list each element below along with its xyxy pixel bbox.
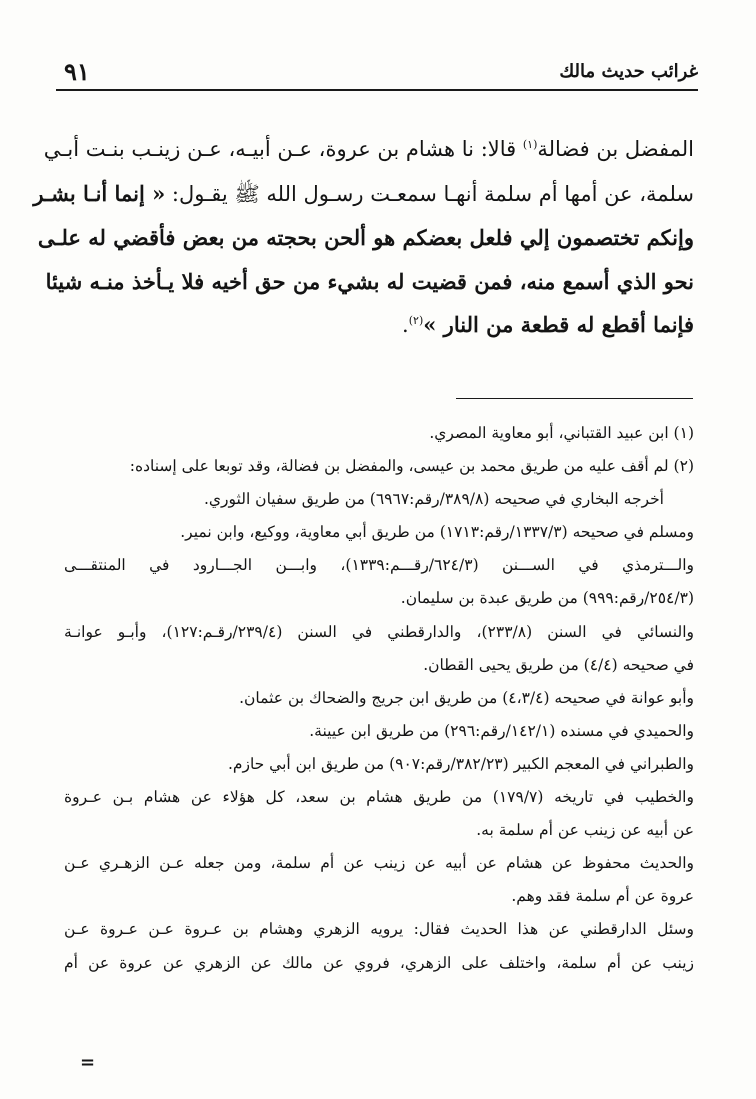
footnote-line: (١) ابن عبيد القتباني، أبو معاوية المصري.	[429, 424, 694, 442]
footnote-line: والـــترمذي في الســـنن (٦٢٤/٣/رقـــم:١٣٣٩)، وابـــن الجـــارود في المنتقـــى	[64, 556, 694, 575]
footnote-line: (٢) لم أقف عليه من طريق محمد بن عيسى، والمفضل بن فضالة، وقد توبعا على إسناده:	[129, 457, 694, 476]
footnote-line: والنسائي في السنن (٢٣٣/٨)، والدارقطني في السنن (٢٣٩/٤/رقـم:١٢٧)، وأبـو عوانـة	[64, 622, 694, 641]
hadith-line: وإنكم تختصمون إلي فلعل بعضكم هو ألحن بحجته من بعض فأقضي له علـى	[37, 225, 694, 250]
footnote-line: وأبو عوانة في صحيحه (٤،٣/٤) من طريق ابن جريج والضحاك بن عثمان.	[239, 688, 694, 707]
footnote-line: عروة عن أم سلمة فقد وهم.	[511, 887, 694, 906]
hadith-line: نحو الذي أسمع منه، فمن قضيت له بشيء من حق أخيه فلا يـأخذ منـه شيئا	[45, 268, 694, 294]
footnote-line: والطبراني في المعجم الكبير (٣٨٢/٢٣/رقم:٩٠٧) من طريق ابن أبي حازم.	[227, 754, 694, 773]
hadith-text: « إنما أنـا بشـر	[33, 180, 166, 206]
footnote-ref: (١)	[522, 138, 538, 151]
footnote-line: في صحيحه (٤/٤) من طريق يحيى القطان.	[423, 655, 694, 674]
main-line: سلمة، عن أمها أم سلمة أنهـا سمعـت رسـول الله ﷺ يقـول: « إنما أنـا بشـر	[33, 180, 694, 206]
footnote-line: عن أبيه عن زينب عن أم سلمة به.	[476, 821, 694, 840]
footnote-line: والحديث محفوظ عن هشام عن أبيه عن زينب عن أم سلمة، ومن جعله عـن الزهـري عـن	[64, 854, 694, 873]
footnote-line: زينب عن أم سلمة، واختلف على الزهري، فروي عن مالك عن الزهري عن عروة عن أم	[64, 953, 694, 972]
footnote-line: ومسلم في صحيحه (١٣٣٧/٣/رقم:١٧١٣) من طريق أبي معاوية، ووكيع، وابن نمير.	[180, 523, 694, 542]
running-header	[56, 55, 698, 91]
book-title: غرائب حديث مالك	[559, 61, 698, 82]
footnote-line: والخطيب في تاريخه (١٧٩/٧) من طريق هشام بن سعد، كل هؤلاء عن هشام بـن عـروة	[64, 788, 694, 807]
main-text	[33, 128, 694, 348]
footnote-line: (٢٥٤/٣/رقم:٩٩٩) من طريق عبدة بن سليمان.	[400, 589, 694, 608]
footnote-line: أخرجه البخاري في صحيحه (٣٨٩/٨/رقم:٦٩٦٧) من طريق سفيان الثوري.	[204, 490, 664, 509]
hadith-line: فإنما أقطع له قطعة من النار »$^{(٢)}$.	[402, 312, 694, 337]
footnote-line: وسئل الدارقطني عن هذا الحديث فقال: يرويه الزهري وهشام بن عـروة عـن عـروة عـن	[64, 920, 694, 939]
footnote-ref: (٢)	[408, 314, 424, 327]
footnote-separator	[456, 398, 693, 399]
page-number: ٩١	[64, 57, 90, 86]
continuation-marker: =	[80, 1052, 96, 1073]
footnote-line: والحميدي في مسنده (١٤٢/١/رقم:٢٩٦) من طريق ابن عيينة.	[309, 721, 694, 740]
main-line: المفضل بن فضالة$^{(١)}$ قالا: نا هشام بن عروة، عـن أبيـه، عـن زينـب بنـت أبـي	[43, 137, 694, 161]
footnotes	[64, 417, 694, 980]
